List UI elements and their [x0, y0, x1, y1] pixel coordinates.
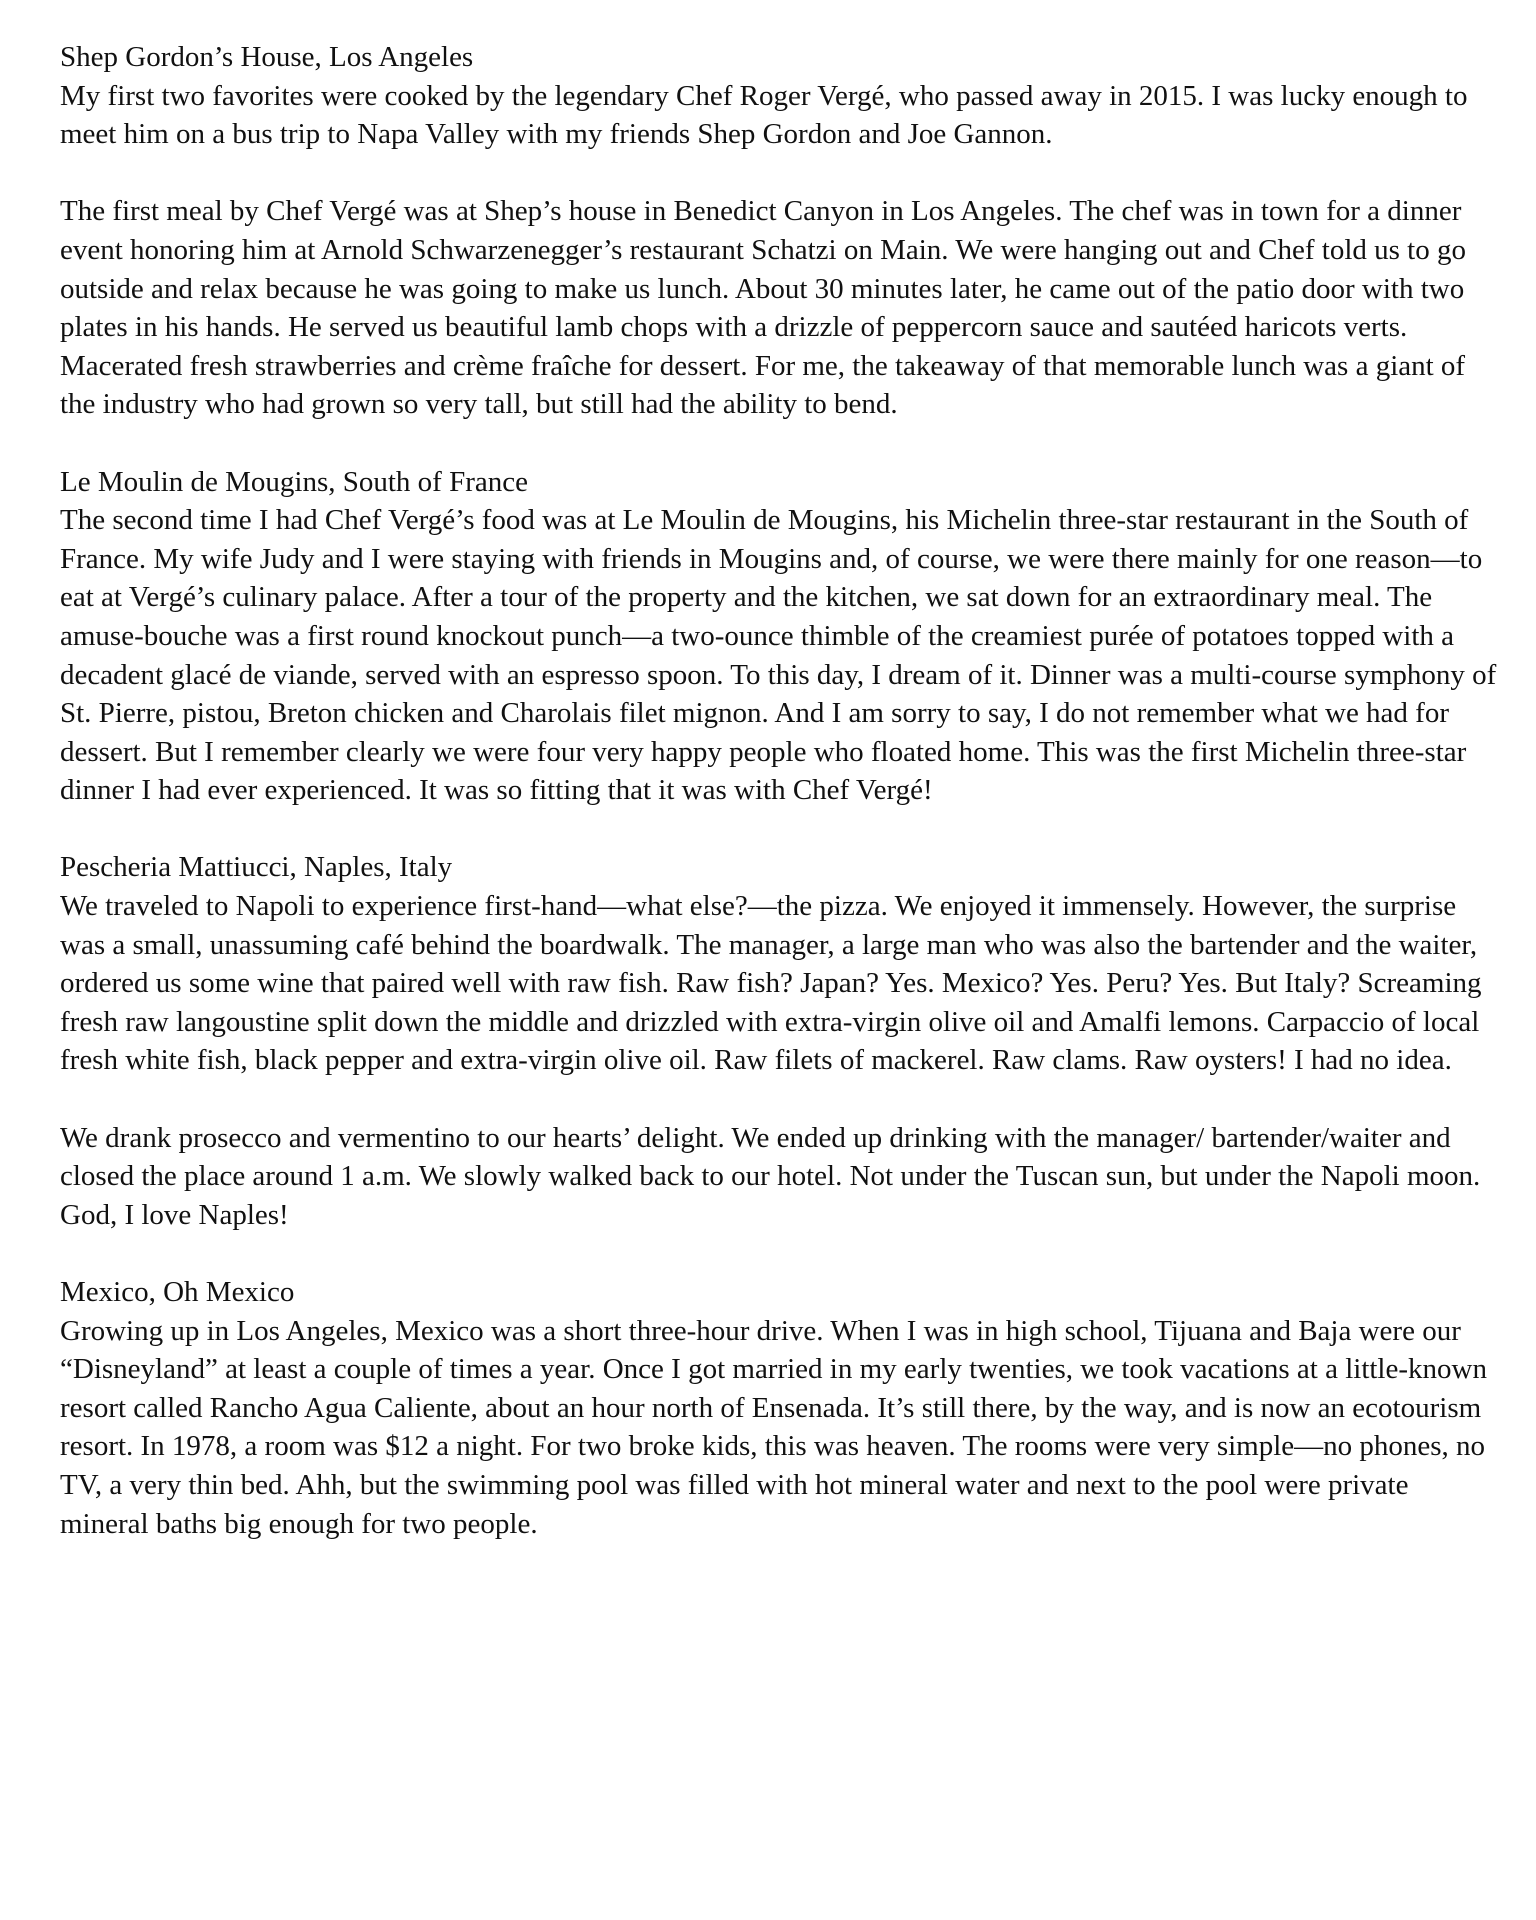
section-title: Pescheria Mattiucci, Naples, Italy: [60, 851, 453, 884]
document-page: [60, 38, 1500, 1582]
section-le-moulin: [60, 463, 1500, 810]
paragraph-gap: [60, 1080, 1500, 1119]
paragraph: The second time I had Chef Vergé’s food was at Le Moulin de Mougins, his Michelin three-star restaurant in the South of France. My wife Judy and I were staying with friends in Mougins and, of course, we were there mainly for one reason—to eat at Vergé’s culinary palace. After a tour of the property and the kitchen, we sat down for an extraordinary meal. The amuse-bouche was a first round knockout punch—a two-ounce thimble of the creamiest purée of potatoes topped with a decadent glacé de viande, served with an espresso spoon. To this day, I dream of it. Dinner was a multi-course symphony of St. Pierre, pistou, Breton chicken and Charolais filet mignon. And I am sorry to say, I do not remember what we had for dessert. But I remember clearly we were four very happy people who floated home. This was the first Michelin three-star dinner I had ever experienced. It was so fitting that it was with Chef Vergé!: [60, 504, 1497, 807]
section-pescheria: [60, 848, 1500, 1234]
section-title: Mexico, Oh Mexico: [60, 1276, 295, 1308]
paragraph: The first meal by Chef Vergé was at Shep’s house in Benedict Canyon in Los Angeles. The chef was in town for a dinner event honoring him at Arnold Schwarzenegger’s restaurant Schatzi on Main. We were hanging out and Chef told us to go outside and relax because he was going to make us lunch. About 30 minutes later, he came out of the patio door with two plates in his hands. He served us beautiful lamb chops with a drizzle of peppercorn sauce and sautéed haricots verts. Macerated fresh strawberries and crème fraîche for dessert. For me, the takeaway of that memorable lunch was a giant of the industry who had grown so very tall, but still had the ability to bend.: [60, 195, 1466, 421]
section-mexico: [60, 1273, 1500, 1543]
paragraph: We traveled to Napoli to experience first-hand—what else?—the pizza. We enjoyed it immensely. However, the surprise was a small, unassuming café behind the boardwalk. The manager, a large man who was also the bartender and the waiter, ordered us some wine that paired well with raw fish. Raw fish? Japan? Yes. Mexico? Yes. Peru? Yes. But Italy? Screaming fresh raw langoustine split down the middle and drizzled with extra-virgin olive oil and Amalfi lemons. Carpaccio of local fresh white fish, black pepper and extra-virgin olive oil. Raw filets of mackerel. Raw clams. Raw oysters! I had no idea.: [60, 890, 1482, 1077]
paragraph: My first two favorites were cooked by the legendary Chef Roger Vergé, who passed away in 2015. I was lucky enough to meet him on a bus trip to Napa Valley with my friends Shep Gordon and Joe Gannon.: [60, 79, 1468, 151]
paragraph: We drank prosecco and vermentino to our hearts’ delight. We ended up drinking with the manager/ bartender/waiter and closed the place around 1 a.m. We slowly walked back to our hotel. Not under the Tuscan sun, but under the Napoli moon. God, I love Naples!: [60, 1121, 1481, 1231]
paragraph: Growing up in Los Angeles, Mexico was a short three-hour drive. When I was in high school, Tijuana and Baja were our “Disneyland” at least a couple of times a year. Once I got married in my early twenties, we took vacations at a little-known resort called Rancho Agua Caliente, about an hour north of Ensenada. It’s still there, by the way, and is now an ecotourism resort. In 1978, a room was $12 a night. For two broke kids, this was heaven. The rooms were very simple—no phones, no TV, a very thin bed. Ahh, but the swimming pool was filled with hot mineral water and next to the pool were private mineral baths big enough for two people.: [60, 1314, 1487, 1540]
paragraph-gap: [60, 154, 1500, 193]
section-title: Le Moulin de Mougins, South of France: [60, 465, 528, 498]
section-shep-gordon: [60, 38, 1500, 424]
section-title: Shep Gordon’s House, Los Angeles: [60, 41, 474, 73]
